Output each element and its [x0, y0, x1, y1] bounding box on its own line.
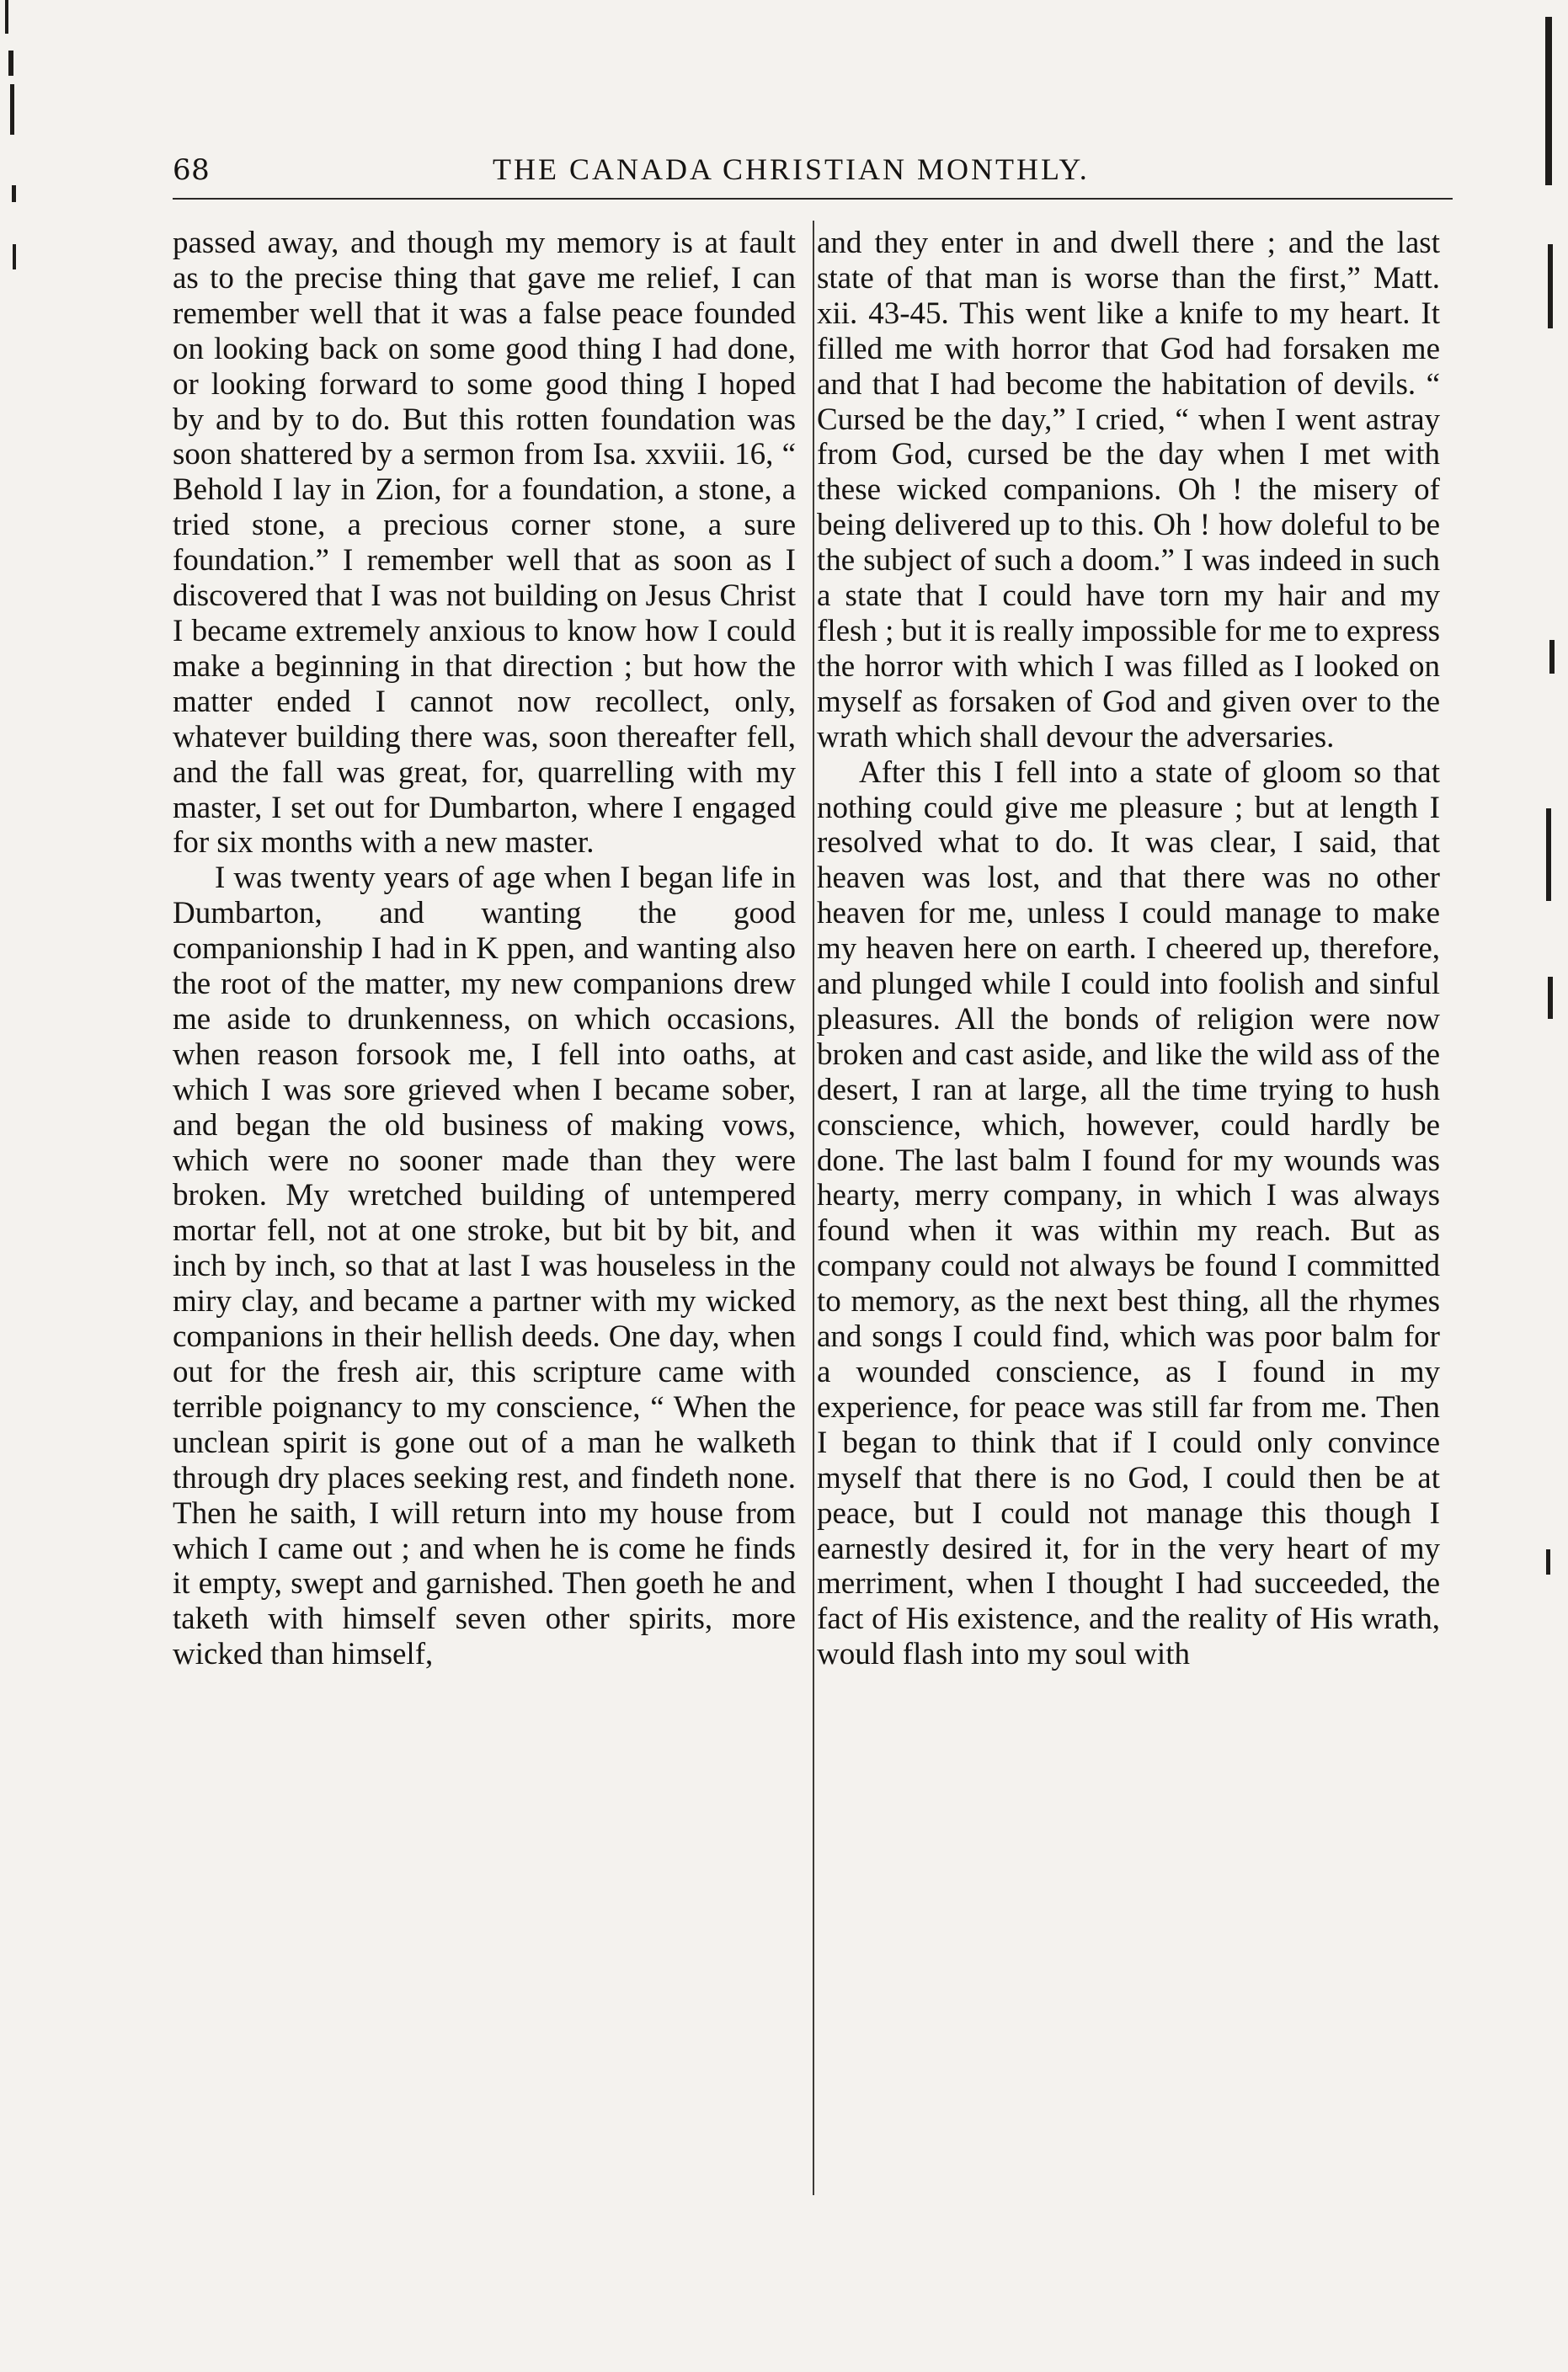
right-column: [817, 226, 1440, 1672]
left-paragraph-1: passed away, and though my memory is at fault as to the precise thing that gave me relief, I can remember well that it was a false peace founded on looking back on some good thing I had done, or looking forward to some good thing I hoped by and by to do. But this rotten foundation was soon shattered by a sermon from Isa. xxviii. 16, “ Behold I lay in Zion, for a foundation, a stone, a tried stone, a precious corner stone, a sure foundation.” I remember well that as soon as I discovered that I was not building on Jesus Christ I became extremely anxious to know how I could make a beginning in that direction ; but how the matter ended I cannot now recollect, only, whatever building there was, soon thereafter fell, and the fall was great, for, quarrelling with my master, I set out for Dumbarton, where I engaged for six months with a new master.: [173, 226, 796, 861]
scan-edge-mark: [10, 84, 14, 135]
page-header: [173, 153, 1476, 204]
scan-edge-mark: [8, 51, 13, 76]
text-columns: [173, 226, 1453, 2196]
scan-edge-mark: [1549, 640, 1555, 674]
right-paragraph-1: and they enter in and dwell there ; and the last state of that man is worse than the first,” Matt. xii. 43-45. This went like a knife to my heart. It filled me with horror that God had forsaken me and that I had become the habitation of devils. “ Cursed be the day,” I cried, “ when I went astray from God, cursed be the day when I met with these wicked companions. Oh ! the misery of being delivered up to this. Oh ! how doleful to be the subject of such a doom.” I was indeed in such a state that I could have torn my hair and my flesh ; but it is really impossible for me to express the horror with which I was filled as I looked on myself as forsaken of God and given over to the wrath which shall devour the adversaries.: [817, 226, 1440, 754]
right-paragraph-2: After this I fell into a state of gloom so that nothing could give me pleasure ; but at length I resolved what to do. It was clear, I said, that heaven was lost, and that there was no other heaven for me, unless I could manage to make my heaven here on earth. I cheered up, therefore, and plunged while I could into foolish and sinful pleasures. All the bonds of religion were now broken and cast aside, and like the wild ass of the desert, I ran at large, all the time trying to hush conscience, which, however, could hardly be done. The last balm I found for my wounds was hearty, merry company, in which I was always found when it was within my reach. But as company could not always be found I committed to memory, as the next best thing, all the rhymes and songs I could find, which was poor balm for a wounded conscience, as I found in my experience, for peace was still far from me. Then I began to think that if I could only convince myself that there is no God, I could then be at peace, but I could not manage this though I earnestly desired it, for in the very heart of my merriment, when I thought I had succeeded, the fact of His existence, and the reality of His wrath, would flash into my soul with: [817, 754, 1440, 1672]
scan-edge-mark: [13, 244, 16, 269]
scan-edge-mark: [1548, 977, 1553, 1019]
left-column: [173, 226, 796, 1672]
running-title: THE CANADA CHRISTIAN MONTHLY.: [493, 152, 1090, 186]
left-paragraph-2: I was twenty years of age when I began life in Dumbarton, and wanting the good companionship I had in K ppen, and wanting also the root of the matter, my new companions drew me aside to drunkenness, on which occasions, when reason forsook me, I fell into oaths, at which I was sore grieved when I became sober, and began the old business of making vows, which were no sooner made than they were broken. My wretched building of untempered mortar fell, not at one stroke, but bit by bit, and inch by inch, so that at last I was houseless in the miry clay, and became a partner with my wicked companions in their hellish deeds. One day, when out for the fresh air, this scripture came with terrible poignancy to my conscience, “ When the unclean spirit is gone out of a man he walketh through dry places seeking rest, and findeth none. Then he saith, I will return into my house from which I came out ; and when he is come he finds it empty, swept and garnished. Then goeth he and taketh with himself seven other spirits, more wicked than himself,: [173, 861, 796, 1672]
page-number: 68: [173, 153, 211, 187]
header-rule: [173, 198, 1453, 200]
scan-edge-mark: [1546, 1549, 1550, 1575]
scan-edge-mark: [12, 185, 16, 202]
scan-edge-mark: [5, 0, 8, 34]
scan-edge-mark: [1545, 17, 1552, 185]
scan-edge-mark: [1548, 244, 1553, 328]
scan-edge-mark: [1546, 808, 1551, 901]
